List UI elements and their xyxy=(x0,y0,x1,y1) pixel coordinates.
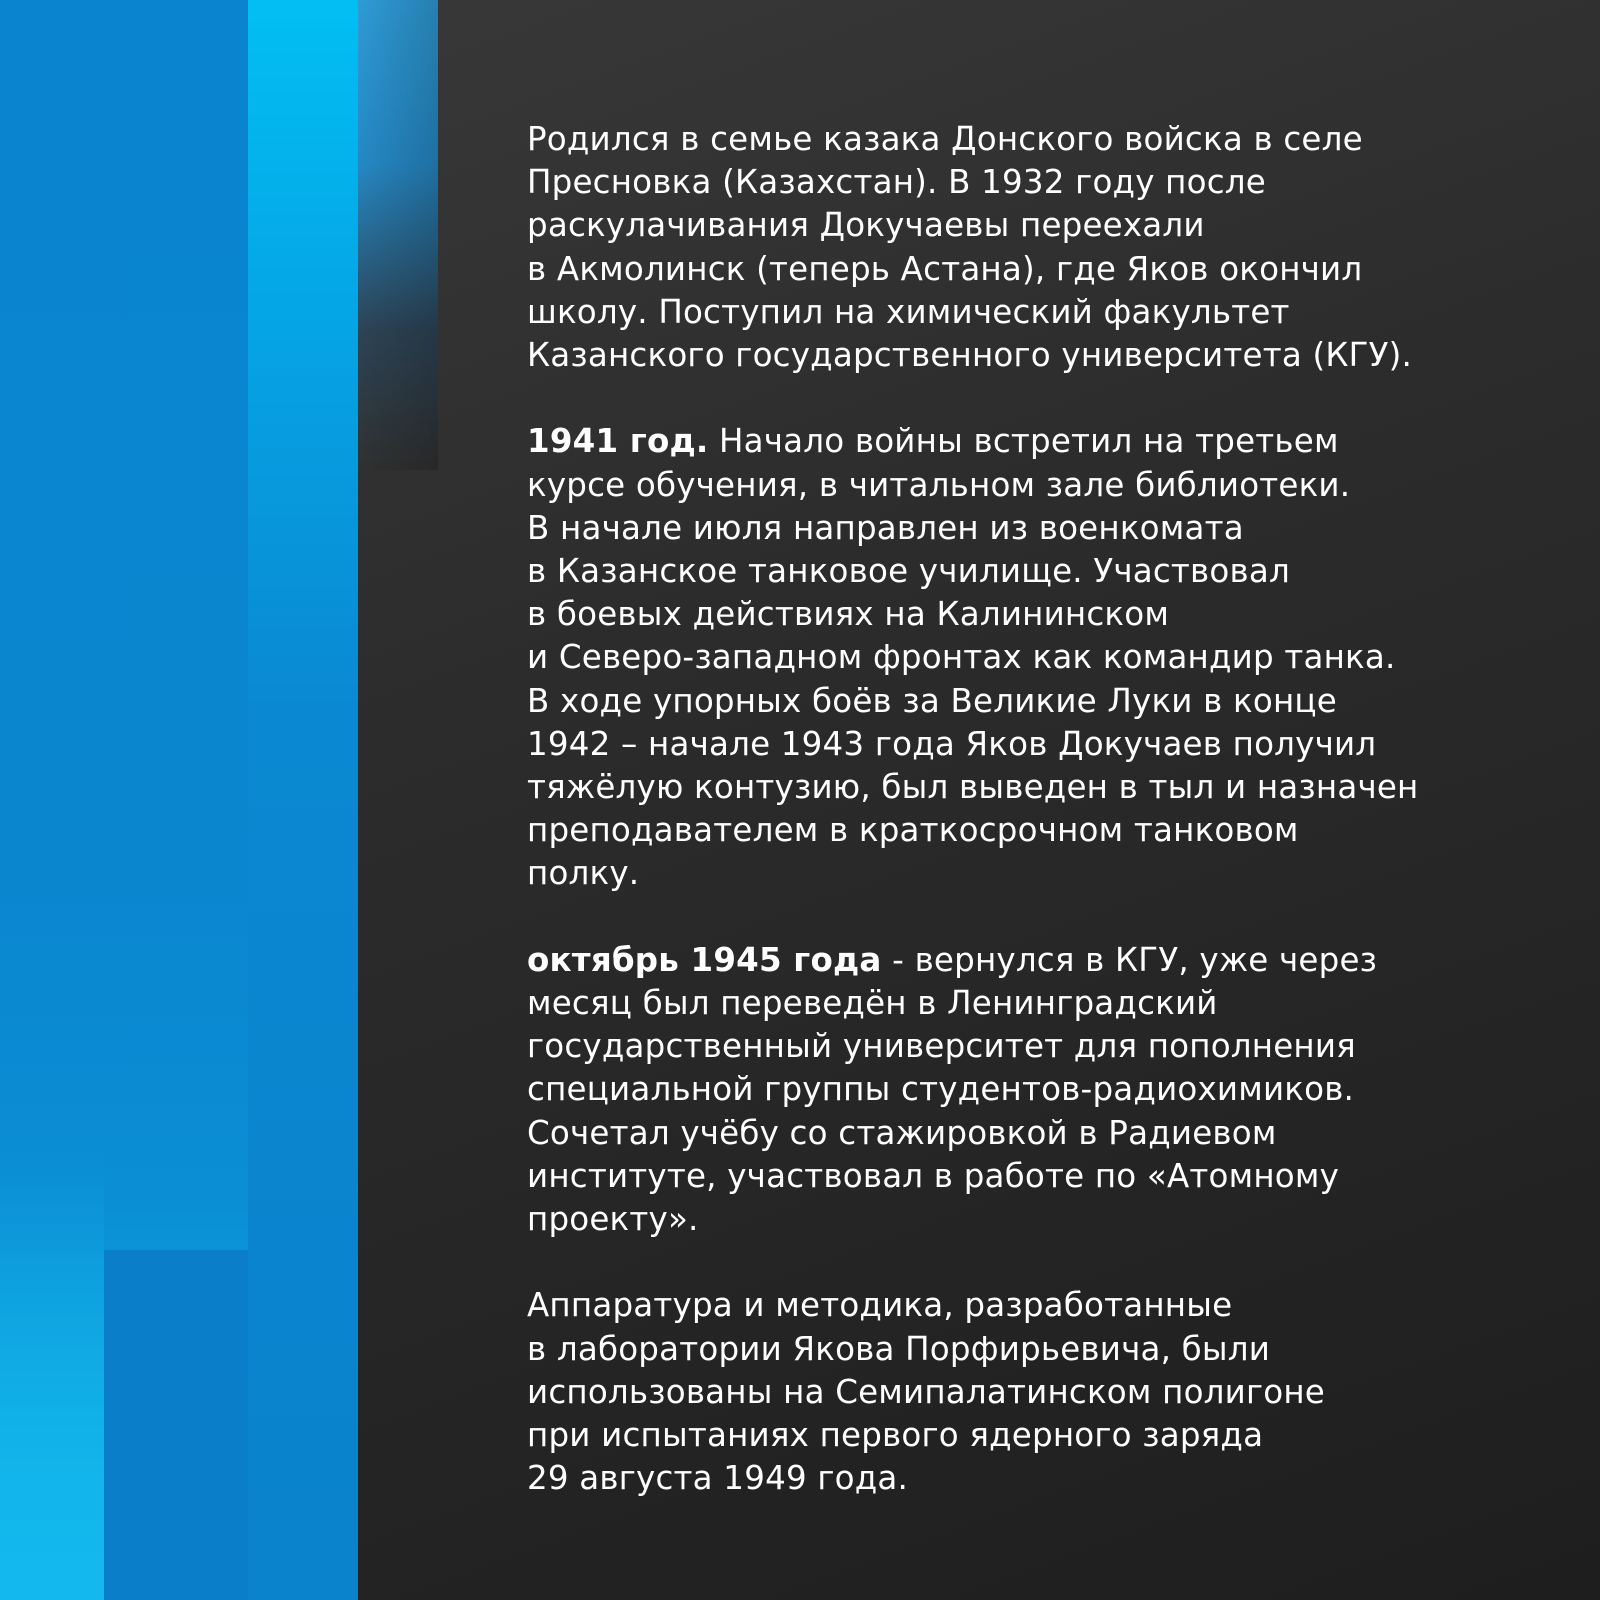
text-line: преподавателем в краткосрочном танковом xyxy=(527,811,1299,850)
date-heading-october-1945: октябрь 1945 года xyxy=(527,940,882,979)
text-line: раскулачивания Докучаевы переехали xyxy=(527,206,1205,245)
text-line: государственный университет для пополнения xyxy=(527,1027,1356,1066)
text-line: в лаборатории Якова Порфирьевича, были xyxy=(527,1329,1271,1368)
text-line: тяжёлую контузию, был выведен в тыл и назначен xyxy=(527,768,1419,807)
stripe-cyan xyxy=(248,0,358,1600)
text-line: специальной группы студентов-радиохимиков. xyxy=(527,1070,1355,1109)
text-line: в Акмолинск (теперь Астана), где Яков окончил xyxy=(527,249,1363,288)
text-line: и Северо-западном фронтах как командир танка. xyxy=(527,638,1396,677)
text-line: месяц был переведён в Ленинградский xyxy=(527,984,1218,1023)
text-line: В ходе упорных боёв за Великие Луки в конце xyxy=(527,681,1337,720)
stripe-cyan-glow xyxy=(0,1150,104,1600)
text-line xyxy=(527,939,1547,982)
text-line: школу. Поступил на химический факультет xyxy=(527,292,1290,331)
paragraph-1945 xyxy=(527,939,1547,1241)
text-line: Сочетал учёбу со стажировкой в Радиевом xyxy=(527,1113,1277,1152)
text-line: институте, участвовал в работе по «Атомному xyxy=(527,1156,1340,1195)
text-line: Пресновка (Казахстан). В 1932 году после xyxy=(527,163,1266,202)
text-line: В начале июля направлен из военкомата xyxy=(527,508,1244,547)
text-line xyxy=(527,420,1547,463)
text-line: полку. xyxy=(527,854,640,893)
text-line: курсе обучения, в читальном зале библиотеки. xyxy=(527,465,1351,504)
text-line: Родился в семье казака Донского войска в селе xyxy=(527,120,1363,158)
text-fragment: - вернулся в КГУ, уже через xyxy=(881,940,1378,979)
text-line: в Казанское танковое училище. Участвовал xyxy=(527,552,1290,591)
text-line: использованы на Семипалатинском полигоне xyxy=(527,1372,1325,1411)
text-line: 1942 – начале 1943 года Яков Докучаев получил xyxy=(527,724,1377,763)
text-fragment: Начало войны встретил на третьем xyxy=(708,422,1339,461)
paragraph-early-life xyxy=(527,118,1547,377)
biography-text xyxy=(527,118,1547,1544)
stripe-dark-blue-block xyxy=(104,1250,248,1600)
text-line: 29 августа 1949 года. xyxy=(527,1459,909,1498)
paragraph-apparatus xyxy=(527,1284,1547,1500)
text-line: при испытаниях первого ядерного заряда xyxy=(527,1416,1264,1455)
text-line: в боевых действиях на Калининском xyxy=(527,595,1170,634)
paragraph-1941 xyxy=(527,420,1547,895)
text-line: проекту». xyxy=(527,1200,699,1239)
text-line: Аппаратура и методика, разработанные xyxy=(527,1286,1233,1325)
text-line: Казанского государственного университета (КГУ). xyxy=(527,336,1413,375)
stripe-fading-shade xyxy=(358,0,438,470)
blue-stripes-decoration xyxy=(0,0,440,1600)
year-heading-1941: 1941 год. xyxy=(527,422,709,461)
